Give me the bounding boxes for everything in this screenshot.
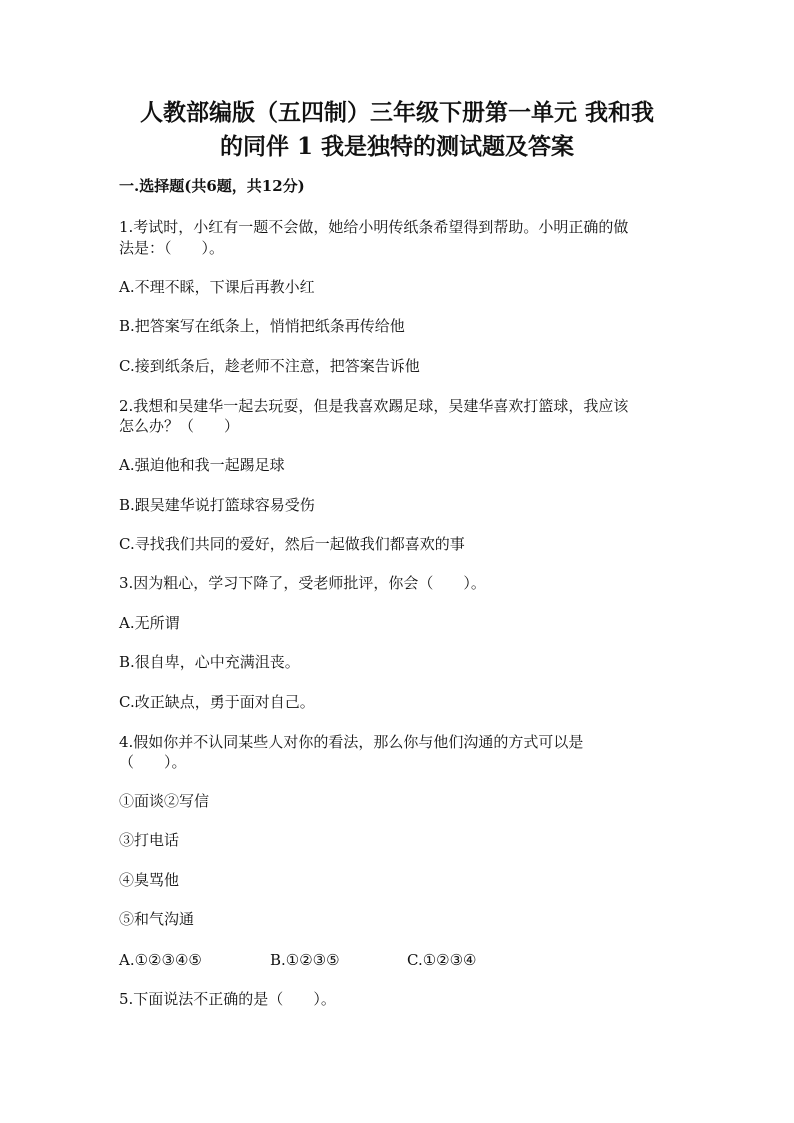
document-title <box>100 96 694 164</box>
question-4-item-4: ⑤和气沟通 <box>119 910 195 928</box>
title-line-2: 的同伴 1 我是独特的测试题及答案 <box>219 133 575 160</box>
question-2-stem-line-2: 怎么办？（ ） <box>119 417 240 435</box>
question-2-option-a: A.强迫他和我一起踢足球 <box>119 456 285 474</box>
question-4-item-1: ①面谈②写信 <box>119 792 210 810</box>
question-5-stem: 5.下面说法不正确的是（ ）。 <box>119 990 336 1008</box>
question-1-option-a: A.不理不睬，下课后再教小红 <box>119 278 315 296</box>
title-line-1: 人教部编版（五四制）三年级下册第一单元 我和我 <box>139 99 654 126</box>
question-4-item-3: ④臭骂他 <box>119 871 180 889</box>
question-2-stem-line-1: 2.我想和吴建华一起去玩耍，但是我喜欢踢足球，吴建华喜欢打篮球，我应该 <box>119 397 629 415</box>
question-3-option-a: A.无所谓 <box>119 614 180 632</box>
question-4-option-c: C.①②③④ <box>407 951 477 969</box>
question-3-option-b: B.很自卑，心中充满沮丧。 <box>119 653 300 671</box>
question-4-option-b: B.①②③⑤ <box>270 951 340 969</box>
question-4-option-a: A.①②③④⑤ <box>119 951 202 969</box>
question-3-option-c: C.改正缺点，勇于面对自己。 <box>119 693 315 711</box>
question-4-stem-line-2: （ ）。 <box>119 753 187 771</box>
section-heading: 一.选择题(共6题，共12分) <box>119 177 305 195</box>
question-4-item-2: ③打电话 <box>119 831 180 849</box>
question-1-stem-line-2: 法是：（ ）。 <box>119 239 225 257</box>
question-4-stem-line-1: 4.假如你并不认同某些人对你的看法，那么你与他们沟通的方式可以是 <box>119 733 584 751</box>
question-2-option-b: B.跟吴建华说打篮球容易受伤 <box>119 496 315 514</box>
question-1-option-b: B.把答案写在纸条上，悄悄把纸条再传给他 <box>119 317 405 335</box>
question-2-option-c: C.寻找我们共同的爱好，然后一起做我们都喜欢的事 <box>119 535 465 553</box>
question-1-stem-line-1: 1.考试时，小红有一题不会做，她给小明传纸条希望得到帮助。小明正确的做 <box>119 218 629 236</box>
question-3-stem: 3.因为粗心，学习下降了，受老师批评，你会（ ）。 <box>119 574 486 592</box>
question-1-option-c: C.接到纸条后，趁老师不注意，把答案告诉他 <box>119 357 420 375</box>
